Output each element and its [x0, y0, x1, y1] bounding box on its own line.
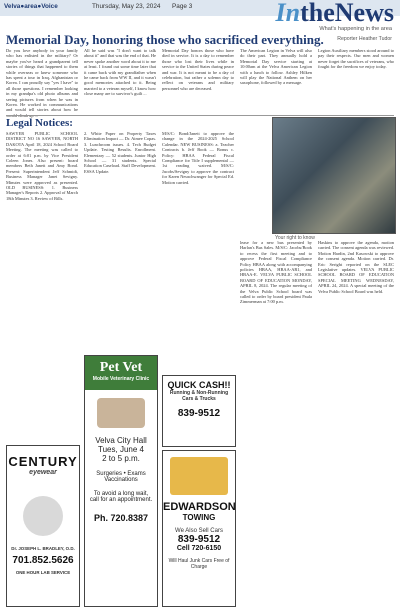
pet-vet-header	[85, 356, 157, 390]
legal-column-1: SAWYER PUBLIC SCHOOL DISTRICT NO 16 SAWYER, NORTH DAKOTA April 18, 2024 School Board Meeting. The meeting was called to order at 6:01 p.m. by Vice President Coleen Jones. Also present: board members Beth Janett and Amy Bond. Present: Superintendent Jeff Schmidt, Business Manager Janet Sevigny. Minutes were approved as presented. OLD BUSINESS: 1. Business Manager's Reports 2. Approval of March 18th Minutes 3. Review of Bills.	[6, 131, 78, 201]
pet-vet-subtitle: Mobile Veterinary Clinic	[92, 376, 150, 382]
legal-column-2: 2. White Paper on Property Taxes Elimination Impact — Dr. Aimee Copas. 3. Lunchroom issues. 4. Tech Budget Update. Testing Results. Enrollment. Elementary — 52 students. Junior High School — 31 students. Special Education Caseload. Staff Development. ESSA Update.	[84, 131, 156, 174]
pet-vet-time: 2 to 5 p.m.	[102, 454, 140, 463]
edwardson-towing-ad	[162, 450, 236, 607]
edwardson-title: EDWARDSON	[163, 501, 236, 513]
pet-vet-services-1: Surgeries • Exams	[96, 471, 146, 477]
article-column-2: All he said was "I don't want to talk about it" and that was the end of that. He never spoke another word about it to me at least. I found out some time later that it came back with my grandfather when he came back from WW II, and it wasn't good memories attached to it. Being married to a veteran myself, I know how close many are to survivor's guilt ...	[84, 48, 156, 97]
article-column-3: Memorial Day honors those who have died in service. It is a day to remember those who lost their lives while in service to the United States during peace and war. It is not meant to be a day of celebration, but rather a solemn day to reflect on veterans and military personnel who are deceased.	[162, 48, 234, 91]
quick-cash-ad	[162, 375, 236, 447]
legal-column-4: lease for a new bus presented by Harlan's Bus Sales. M/S/C: Jacobs/Book to recess the first meeting and to approve Federal Fiscal Compliance Policy HBAA along with accompanying policies HBAA, HBAA-AR1, and HBAA-E. VELVA PUBLIC SCHOOL BOARD OF EDUCATION MONDAY, APRIL 8, 2024. The regular meeting of the Velva Public School board was called to order by board president Paula Zimmerman at 7:00 p.m.	[240, 240, 312, 305]
section-name: Velva●area●Voice	[4, 3, 58, 10]
pet-vet-note: To avoid a long wait, call for an appointment.	[89, 491, 153, 503]
article-column-4: The American Legion in Velva will also do their part. They annually hold a Memorial Day service starting at 10:00am at the Velva American Legion with a lunch to follow. Ashley Hilken will play the National Anthem on her saxophone, followed by a message.	[240, 48, 312, 86]
pet-vet-date: Tues, June 4	[98, 445, 144, 454]
edwardson-note: Will Haul Junk Cars Free of Charge	[168, 558, 230, 570]
pet-vet-title: Pet Vet	[99, 360, 143, 375]
masthead-logo: IntheNews	[275, 0, 394, 27]
edwardson-phone: 839-9512	[177, 534, 221, 545]
quick-cash-line1: Running & Non-Running	[169, 390, 229, 396]
century-ad-doctor: Dr. JOSEPH L. BRADLEY, O.D.	[11, 546, 75, 551]
pet-vet-phone: Ph. 720.8387	[93, 513, 149, 523]
pet-vet-location: Velva City Hall	[95, 436, 147, 445]
edwardson-sub: TOWING	[182, 513, 216, 522]
masthead-tagline: What's happening in the area	[319, 26, 392, 32]
century-ad-note: ONE HOUR LAB SERVICE	[15, 570, 71, 575]
flag-photo	[272, 117, 396, 234]
tow-truck-icon	[170, 457, 228, 495]
edwardson-line1: We Also Sell Cars	[175, 528, 223, 534]
photo-caption: Your right to know	[275, 235, 315, 241]
issue-date: Thursday, May 23, 2024	[92, 3, 161, 10]
pet-vet-ad	[84, 355, 158, 607]
century-eyewear-ad	[6, 445, 80, 607]
article-column-5: Legion Auxiliary members stood around to pay their respects. Our men and women never forget the sacrifices of veterans, who fought for the freedom we enjoy today.	[318, 48, 394, 70]
legal-notices-heading: Legal Notices:	[6, 117, 73, 129]
article-column-1: Do you love anybody in your family who has enlisted in the military? Or maybe you've heard a grandparent tell stories of things that happened to them while overseas or knew someone who has spent a tour in Iraq, Afghanistan or Korea. I can proudly say "yes I have" to all those questions. I remember looking in my grandpa's old photo albums and seeing pictures from when he was in Korea. He worked in communications and would tell stories about how he	[6, 48, 78, 113]
edwardson-cell: Cell 720-6150	[176, 545, 222, 552]
legal-column-3: M/S/C: Bond/Janett to approve the change in the 2024-2025 School Calendar. NEW BUSINESS: a. Teacher Contracts b. Jeff Book — Bonus c. Policy: HBAA Federal Fiscal Compliance for Title I supplemental — 1st reading waived. M/S/C: Jacobs/Sevigny to approve the contract for Karen Neuschwanger for Special Ed. Motion carried.	[162, 131, 234, 185]
dog-cat-icon	[97, 398, 145, 428]
eyewear-logo-icon	[23, 496, 63, 536]
century-ad-sub: eyewear	[29, 469, 57, 476]
article-byline: Reporter Heather Tudor	[337, 36, 392, 42]
pet-vet-services-2: Vaccinations	[104, 477, 138, 483]
quick-cash-phone: 839-9512	[177, 408, 221, 419]
quick-cash-title: QUICK CASH!!	[167, 380, 231, 390]
section-divider	[6, 115, 394, 116]
quick-cash-line2: Cars & Trucks	[182, 396, 216, 402]
century-ad-name: CENTURY	[8, 454, 78, 469]
page-number: Page 3	[172, 3, 193, 10]
century-ad-phone: 701.852.5626	[12, 555, 74, 566]
article-headline: Memorial Day, honoring those who sacrificed everything.	[6, 32, 324, 47]
legal-column-5: Haskins to approve the agenda, motion carried. The consent agenda was reviewed. Motion Hardin, 2nd Kasowski to approve the consent agenda. Motion carried. Dr. Eric Seright reported on the SLEC Legislative updates. VELVA PUBLIC SCHOOL BOARD OF EDUCATION SPECIAL MEETING WEDNESDAY, APRIL 24, 2024. A special meeting of the Velva Public School Board was held.	[318, 240, 394, 294]
